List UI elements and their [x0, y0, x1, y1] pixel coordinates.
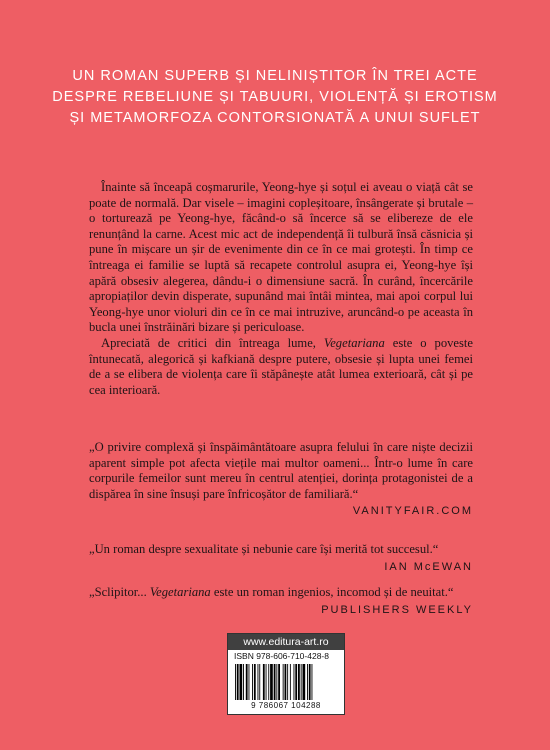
barcode-bar	[249, 664, 250, 700]
barcode-bar	[290, 664, 291, 700]
quote-source: IAN McEWAN	[384, 560, 473, 573]
isbn-barcode-box	[227, 633, 345, 715]
tagline-line-1: UN ROMAN SUPERB ȘI NELINIȘTITOR ÎN TREI ACTE	[72, 68, 478, 84]
quote-text	[89, 585, 473, 601]
tagline-line-2: DESPRE REBELIUNE ȘI TABUURI, VIOLENȚĂ ȘI EROTISM	[52, 89, 498, 105]
book-title-italic: Vegetariana	[149, 585, 211, 599]
barcode-bar	[276, 664, 277, 700]
barcode-bar	[237, 664, 239, 700]
barcode-digits: 9 786067 104288	[251, 701, 321, 710]
quote-text-after: este un roman ingenios, incomod și de neuitat.“	[210, 585, 454, 599]
isbn-number: ISBN 978-606-710-428-8	[234, 651, 329, 661]
blurb-p2-after: este o poveste întunecată, alegorică și kafkiană despre putere, obsesie și lupta unei femei de a se elibera de violența care îi stăpânește atât lumea exterioară, cât și pe cea interioară.	[89, 335, 473, 397]
review-quote-vanityfair	[89, 440, 473, 520]
tagline-line-3: ȘI METAMORFOZA CONTORSIONATĂ A UNUI SUFLET	[69, 110, 481, 126]
barcode-bar	[309, 664, 311, 700]
barcode-bar	[303, 664, 306, 700]
barcode-bar	[270, 664, 273, 700]
quote-source: PUBLISHERS WEEKLY	[321, 603, 473, 616]
barcode-bar	[252, 664, 253, 700]
quote-source: VANITYFAIR.COM	[352, 505, 473, 518]
barcode-bar	[266, 664, 267, 700]
barcode-bar	[307, 664, 308, 700]
barcode-bar	[268, 664, 269, 700]
barcode-bar	[259, 664, 260, 700]
barcode-bar	[301, 664, 302, 700]
review-quote-mcewan	[89, 542, 473, 575]
barcode-bar	[312, 664, 313, 700]
barcode-bar	[240, 664, 243, 700]
barcode-bar	[294, 664, 295, 700]
blurb-p2-before: Apreciată de critici din întreaga lume,	[101, 335, 324, 350]
barcode-bar	[235, 664, 236, 700]
barcode-bar	[258, 664, 259, 700]
cover-tagline	[50, 66, 500, 129]
quote-text-before: „Sclipitor...	[89, 585, 150, 599]
barcode-bar	[295, 664, 297, 700]
barcode-bar	[243, 664, 244, 700]
barcode-bar	[287, 664, 288, 700]
barcode-icon	[234, 664, 338, 700]
publisher-website: www.editura-art.ro	[228, 634, 344, 650]
barcode-bar	[283, 664, 284, 700]
barcode-bar	[263, 664, 265, 700]
book-blurb	[89, 180, 473, 398]
barcode-bar	[278, 664, 280, 700]
quote-text: „O privire complexă și înspăimântătoare asupra felului în care niște decizii aparent simple pot afecta viețile mai multor oameni... Într-o lume în care corpurile femeilor sunt mereu în centrul atenției, dorința protagonistei de a dispărea în sine însuși pare înfricoșător de familiară.“	[89, 440, 473, 501]
barcode-bar	[254, 664, 256, 700]
book-title-italic: Vegetariana	[323, 335, 385, 350]
barcode-bar	[274, 664, 276, 700]
blurb-paragraph-1: Înainte să înceapă coșmarurile, Yeong-hye și soțul ei aveau o viață cât se poate de normală. Dar visele – imagini copleșitoare, însângerate și brutale – o torturează pe Yeong-hye, făcând-o să încerce să se elibereze de ele renunțând la carne. Acest mic act de independență îi tulbură însă căsnicia și pune în mișcare un șir de evenimente din ce în ce mai grotești. În timp ce întreaga ei familie se luptă să recapete controlul asupra ei, Yeong-hye își apără obsesiv alegerea, dându-i o dimensiune sacră. În curând, încercările apropiaților devin disperate, supunând mai întâi mintea, mai apoi corpul lui Yeong-hye unor violuri din ce în ce mai intruzive, aruncând-o pe aceasta în bucla unei înstrăinări bizare și periculoase.	[89, 180, 473, 335]
barcode-bar	[298, 664, 300, 700]
quote-text: „Un roman despre sexualitate și nebunie care își merită tot succesul.“	[89, 542, 439, 556]
barcode-bar	[246, 664, 248, 700]
blurb-paragraph-2	[89, 336, 473, 398]
review-quote-publishers-weekly	[89, 585, 473, 618]
barcode-bar	[285, 664, 287, 700]
